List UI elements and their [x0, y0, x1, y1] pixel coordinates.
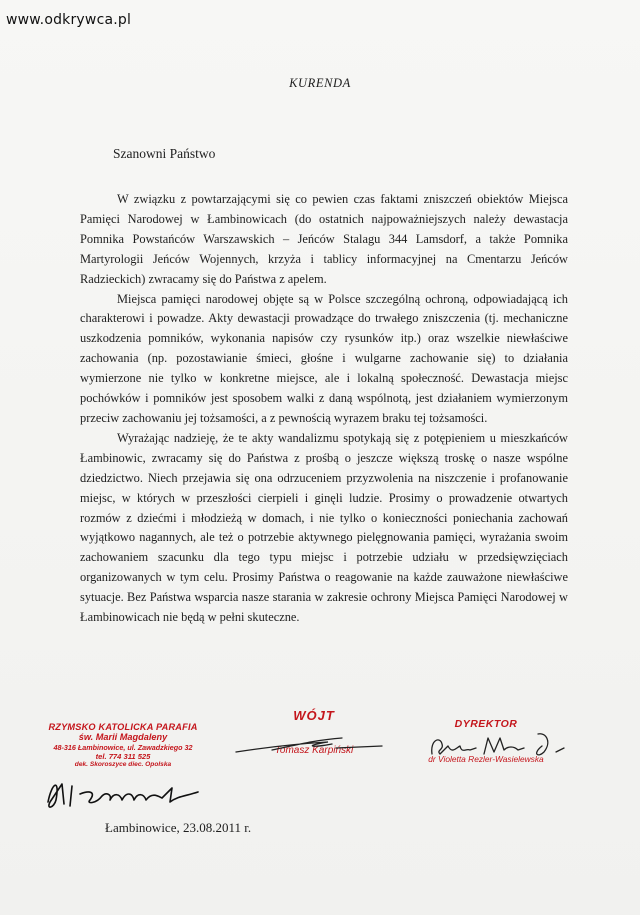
mayor-heading: WÓJT — [293, 708, 335, 723]
parish-stamp-line-4: tel. 774 311 525 — [95, 752, 151, 761]
place-and-date: Łambinowice, 23.08.2011 r. — [105, 820, 252, 835]
parish-stamp-line-1: RZYMSKO KATOLICKA PARAFIA — [48, 722, 198, 732]
director-signature — [426, 728, 586, 762]
salutation: Szanowni Państwo — [113, 146, 216, 161]
parish-stamp — [20, 722, 226, 768]
document-title: KURENDA — [289, 76, 351, 90]
letter-body — [80, 190, 568, 628]
paragraph-1: W związku z powtarzającymi się co pewien czas faktami zniszczeń obiektów Miejsca Pamięci Narodowej w Łambinowicach (do ostatnich najpoważniejszych należy dewastacja Pomnika Powstańców Warszawskich – Jeńców Stalagu 344 Lamsdorf, a także Pomnika Martyrologii Jeńców Wojennych, krzyża i tablicy informacyjnej na Cmentarzu Jeńców Radzieckich) zwracamy się do Państwa z apelem. — [80, 192, 568, 286]
director-name: dr Violetta Rezler-Wasielewska — [428, 754, 544, 764]
mayor-name: Tomasz Karpiński — [274, 745, 354, 756]
paragraph-3: Wyrażając nadzieję, że te akty wandalizmu spotykają się z potępieniem u mieszkańców Łambinowic, zwracamy się do Państwa z prośbą o jeszcze większą troskę o nasze wspólne dziedzictwo. Niech przejawia się ona odrzuceniem przyzwolenia na niszczenie i profanowanie miejsc, w których w przeszłości cierpieli i ginęli ludzie. Prosimy o prowadzenie otwartych rozmów z dziećmi i młodzieżą w domach, i nie tylko o konieczności poniechania zachowań wyjątkowo nagannych, ale też o potrzebie aktywnego pielęgnowania pamięci, wyrażania swoim zachowaniem szacunku dla tego typu miejsc i potrzebie udziału w przedsięwzięciach organizowanych w tym celu. Prosimy Państwa o reagowanie na każde zauważone niewłaściwe sytuacje. Bez Państwa wsparcia nasze starania w zakresie ochrony Miejsca Pamięci Narodowej w Łambinowicach nie będą w pełni skuteczne. — [80, 430, 568, 625]
parish-signature — [40, 772, 210, 814]
mayor-signature — [232, 730, 392, 760]
watermark: www.odkrywca.pl — [6, 12, 132, 28]
parish-stamp-line-5: dek. Skoroszyce diec. Opolska — [74, 761, 172, 768]
director-heading: DYREKTOR — [454, 718, 518, 730]
parish-stamp-line-3: 48-316 Łambinowice, ul. Zawadzkiego 32 — [53, 743, 193, 752]
paragraph-2: Miejsca pamięci narodowej objęte są w Polsce szczególną ochroną, odpowiadającą ich charakterowi i powadze. Akty dewastacji prowadzące do trwałego zniszczenia (tj. mechaniczne uszkodzenia pomników, wykonania napisów czy rysunków itp.) oraz wszelkie niewłaściwe zachowania (np. pozostawianie śmieci, głośne i wulgarne zachowanie się) to działania wymierzone nie tylko w konkretne miejsce, ale i lokalną społeczność. Dewastacja miejsc pochówków i pomników jest sposobem walki z daną wspólnotą, jest działaniem wymierzonym przeciw zachowaniu jej tożsamości, a z pewnością wyrazem braku tej tożsamości. — [80, 291, 568, 425]
parish-stamp-line-2: św. Marii Magdaleny — [78, 732, 168, 742]
